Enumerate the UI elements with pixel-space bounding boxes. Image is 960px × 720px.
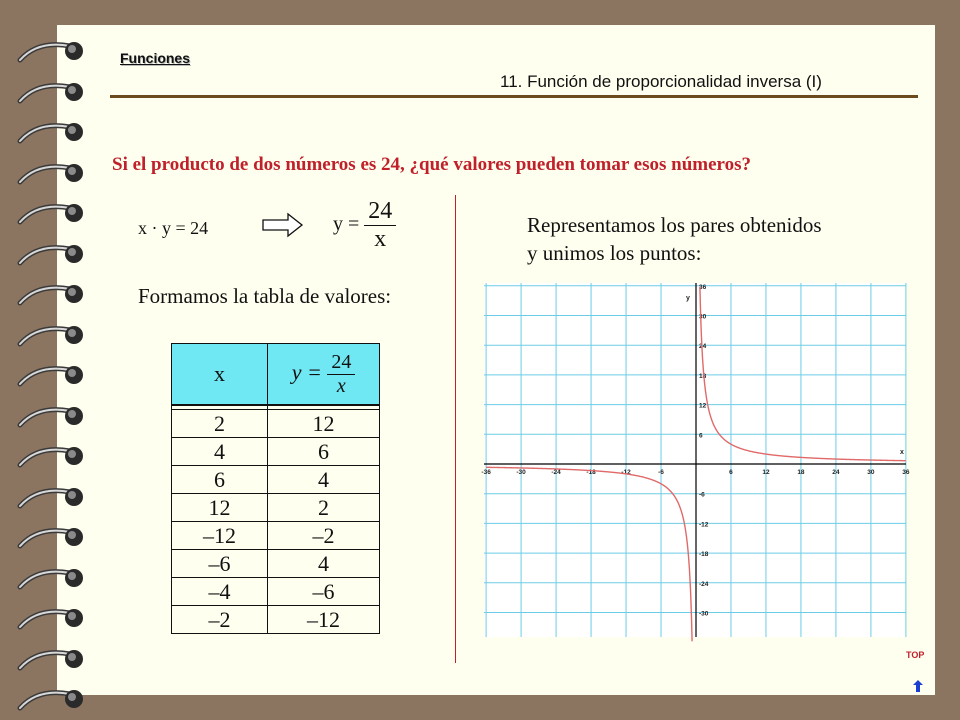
chart-background [484,283,906,637]
table-row [172,550,380,578]
cell-y: 4 [268,466,380,494]
y-tick-label: 18 [699,372,707,380]
spiral-ring [18,484,86,510]
values-table [171,343,380,634]
top-label[interactable]: TOP [906,650,925,660]
formula-numerator: 24 [364,198,396,226]
x-tick-label: -6 [658,469,664,476]
table-row [172,578,380,606]
cell-y: 4 [268,550,380,578]
y-tick-label: 6 [699,432,703,440]
spiral-ring [18,160,86,186]
spiral-ring [18,241,86,267]
y-tick-label: 24 [699,343,707,351]
section-title: Funciones [120,50,191,66]
spiral-ring [18,119,86,145]
column-divider [455,195,456,663]
x-tick-label: -12 [621,469,631,476]
header-y [268,344,380,406]
cell-y: 12 [268,410,380,438]
spiral-ring [18,38,86,64]
table-row [172,438,380,466]
cell-x: 2 [172,410,268,438]
cell-x: –12 [172,522,268,550]
x-tick-label: 18 [797,469,805,476]
formula-fraction [364,198,396,253]
table-row [172,410,380,438]
up-arrow-icon[interactable] [913,680,923,692]
spiral-ring [18,686,86,712]
spiral-ring [18,565,86,591]
chart-svg [481,283,910,637]
graph-intro-line1: Representamos los pares obtenidos [527,213,822,237]
table-header-row [172,344,380,406]
y-tick-label: -6 [699,491,705,499]
header-divider [110,95,918,98]
formula-y [333,198,396,253]
y-tick-label: -18 [699,551,709,559]
table-row [172,522,380,550]
header-x: x [172,344,268,406]
slide-title: 11. Función de proporcionalidad inversa (I) [500,72,822,91]
table-row [172,494,380,522]
product-equation: x · y = 24 [138,218,209,238]
x-tick-label: -36 [481,469,491,476]
header-y-label: y = [291,359,322,385]
cell-x: 12 [172,494,268,522]
x-tick-label: 24 [832,469,840,476]
spiral-ring [18,322,86,348]
spiral-ring [18,200,86,226]
header-y-denominator: x [336,374,346,397]
y-axis-label: y [686,295,690,302]
x-tick-label: 30 [867,469,875,476]
x-axis-label: x [900,449,904,456]
spiral-ring [18,605,86,631]
hyperbola-chart [481,283,910,637]
cell-y: 2 [268,494,380,522]
y-tick-label: 12 [699,402,707,410]
cell-x: –4 [172,578,268,606]
x-tick-label: 12 [762,469,770,476]
cell-y: –6 [268,578,380,606]
table-row [172,466,380,494]
formula-y-label: y = [333,213,360,236]
y-tick-label: 30 [699,313,707,321]
cell-x: –6 [172,550,268,578]
cell-x: –2 [172,606,268,634]
spiral-ring [18,362,86,388]
table-row [172,606,380,634]
y-tick-label: -12 [699,521,709,529]
spiral-ring [18,79,86,105]
x-tick-label: -24 [551,469,561,476]
implies-arrow-icon [262,212,304,238]
cell-x: 6 [172,466,268,494]
spiral-ring [18,646,86,672]
formula-denominator: x [374,226,387,252]
y-tick-label: 36 [699,283,707,291]
spiral-ring [18,281,86,307]
question-text: Si el producto de dos números es 24, ¿qué valores pueden tomar esos números? [112,154,752,175]
spiral-ring [18,403,86,429]
graph-intro [527,211,822,267]
graph-intro-line2: y unimos los puntos: [527,241,702,265]
table-body [172,410,380,634]
cell-y: –2 [268,522,380,550]
x-tick-label: 36 [902,469,910,476]
x-tick-label: -18 [586,469,596,476]
table-intro: Formamos la tabla de valores: [138,284,392,308]
x-tick-label: -30 [516,469,526,476]
header-y-fraction [327,351,355,398]
y-tick-label: -30 [699,610,709,618]
spiral-ring [18,524,86,550]
y-tick-label: -24 [699,580,709,588]
spiral-ring [18,443,86,469]
cell-y: –12 [268,606,380,634]
x-tick-label: 6 [729,469,733,476]
cell-y: 6 [268,438,380,466]
cell-x: 4 [172,438,268,466]
header-y-numerator: 24 [327,351,355,375]
